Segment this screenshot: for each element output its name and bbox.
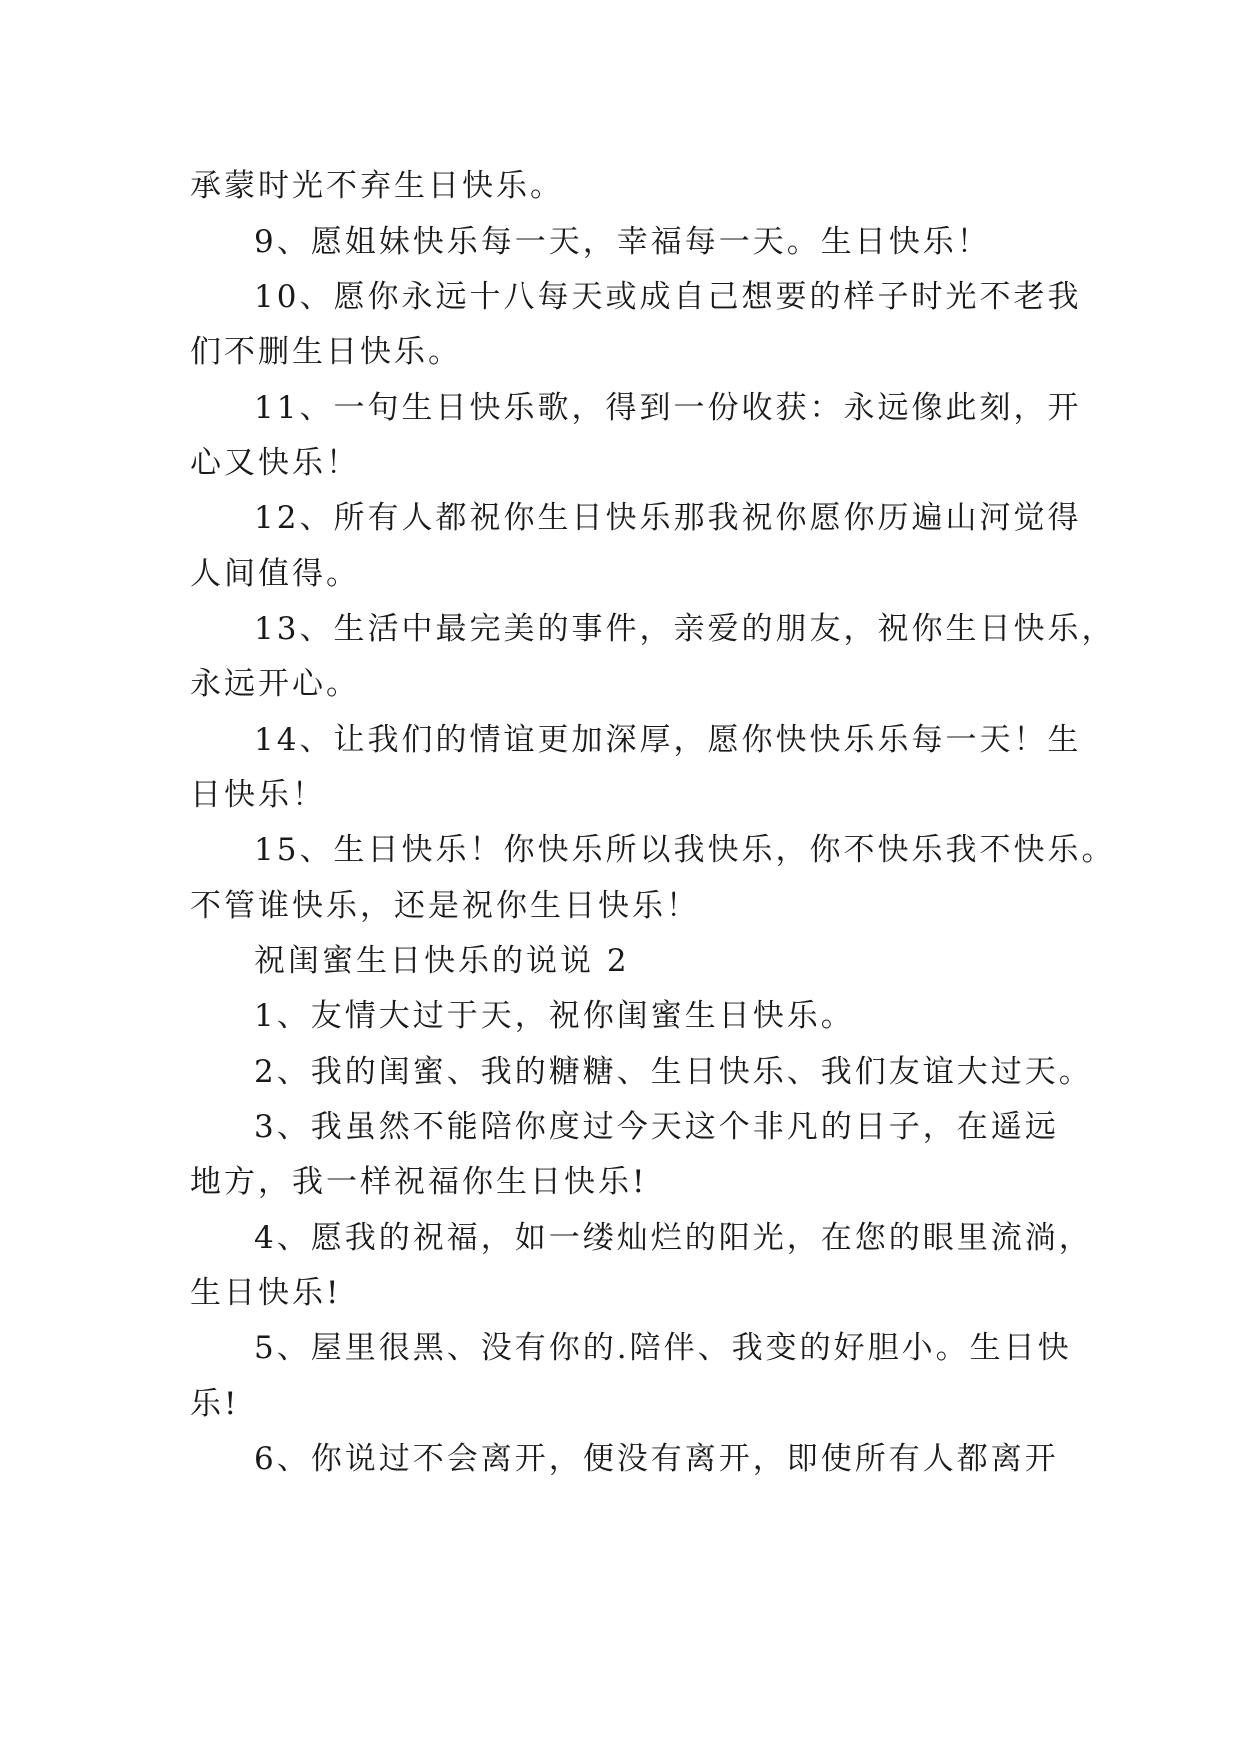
paragraph-line: 15、生日快乐！你快乐所以我快乐，你不快乐我不快乐。 [254,832,1116,868]
text-line: 承蒙时光不弃生日快乐。 [190,168,564,204]
paragraph-line: 3、我虽然不能陪你度过今天这个非凡的日子，在遥远 [254,1109,1059,1145]
paragraph-line: 4、愿我的祝福，如一缕灿烂的阳光，在您的眼里流淌， [254,1220,1093,1256]
text-line: 地方，我一样祝福你生日快乐! [190,1164,648,1200]
paragraph-line: 10、愿你永远十八每天或成自己想要的样子时光不老我 [254,279,1082,315]
section-heading: 祝闺蜜生日快乐的说说 2 [254,943,630,979]
paragraph-line: 2、我的闺蜜、我的糖糖、生日快乐、我们友谊大过天。 [254,1054,1093,1090]
paragraph-line: 14、让我们的情谊更加深厚，愿你快快乐乐每一天！生 [254,722,1082,758]
paragraph-line: 11、一句生日快乐歌，得到一份收获：永远像此刻，开 [254,390,1082,426]
paragraph-line: 5、屋里很黑、没有你的.陪伴、我变的好胆小。生日快 [254,1330,1072,1366]
paragraph-line: 6、你说过不会离开，便没有离开，即使所有人都离开 [254,1441,1059,1477]
text-line: 永远开心。 [190,666,360,702]
paragraph-line: 1、友情大过于天，祝你闺蜜生日快乐。 [254,998,855,1034]
text-line: 心又快乐！ [190,445,360,481]
text-line: 们不删生日快乐。 [190,334,462,370]
paragraph-line: 12、所有人都祝你生日快乐那我祝你愿你历遍山河觉得 [254,500,1082,536]
text-line: 乐! [190,1386,240,1422]
paragraph-line: 13、生活中最完美的事件，亲爱的朋友，祝你生日快乐， [254,611,1116,647]
text-line: 生日快乐! [190,1275,342,1311]
paragraph-line: 9、愿姐妹快乐每一天，幸福每一天。生日快乐！ [254,224,991,260]
text-line: 人间值得。 [190,556,360,592]
text-line: 日快乐！ [190,777,326,813]
text-line: 不管谁快乐，还是祝你生日快乐！ [190,888,700,924]
